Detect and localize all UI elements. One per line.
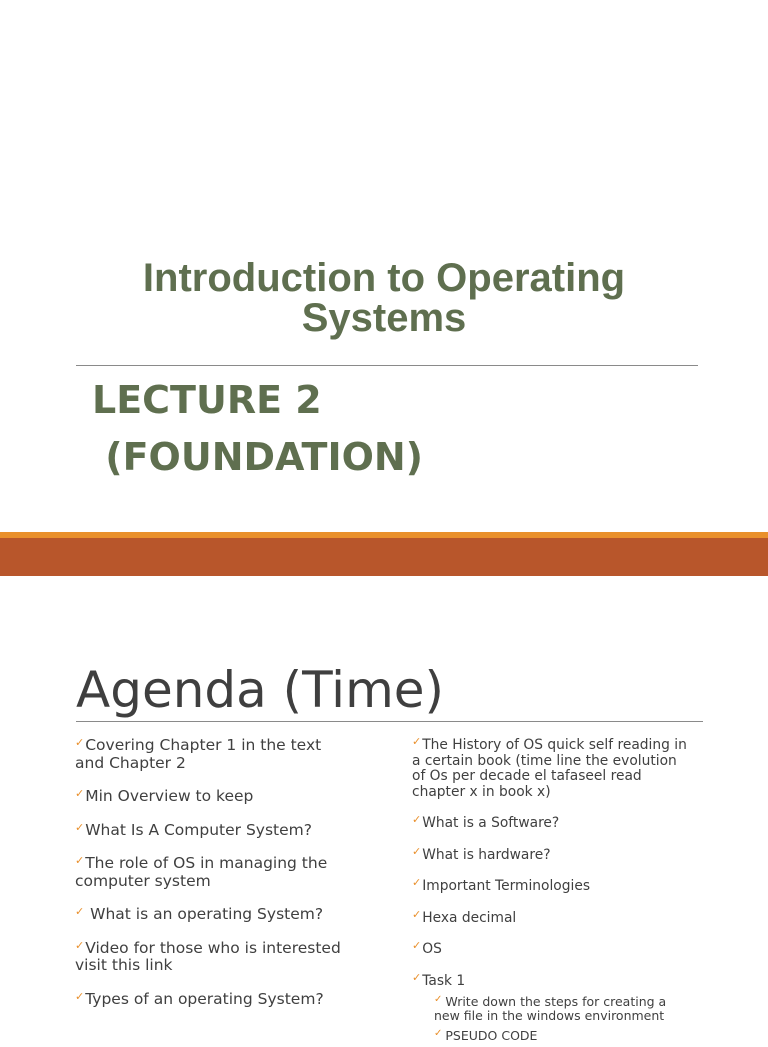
list-item: ✓OS — [412, 939, 442, 957]
checkmark-icon: ✓ — [412, 735, 422, 748]
list-item: ✓Task 1 — [412, 970, 466, 989]
agenda-left-list — [75, 734, 345, 1021]
checkmark-icon: ✓ — [75, 938, 85, 952]
list-item: ✓Covering Chapter 1 in the text and Chapter 2 — [75, 736, 322, 772]
list-item: ✓What is hardware? — [412, 844, 551, 863]
list-item: ✓Important Terminologies — [412, 876, 591, 894]
checkmark-icon: ✓ — [412, 813, 422, 826]
checkmark-icon: ✓ — [412, 876, 422, 889]
subtitle-line-1: LECTURE 2 — [92, 378, 322, 422]
checkmark-icon: ✓ — [434, 994, 443, 1005]
sub-list-item: ✓ Write down the steps for creating a new file in the windows environment — [434, 994, 667, 1023]
list-item: ✓What is a Software? — [412, 813, 560, 831]
checkmark-icon: ✓ — [75, 854, 85, 867]
slide-title-line-1: Introduction to Operating — [142, 256, 626, 300]
title-divider — [76, 365, 698, 366]
checkmark-icon: ✓ — [434, 1028, 443, 1039]
agenda-title: Agenda (Time) — [76, 661, 445, 719]
checkmark-icon: ✓ — [75, 787, 85, 800]
list-item: ✓The History of OS quick self reading in a certain book (time line the evolution of Os per decade el tafaseel read chapter x in book x) — [412, 735, 687, 800]
agenda-divider — [76, 721, 703, 722]
list-item: ✓Video for those who is interested visit this link — [75, 938, 341, 974]
list-item: ✓ What is an operating System? — [75, 905, 324, 923]
slide-title — [0, 258, 768, 338]
list-item: ✓What Is A Computer System? — [75, 820, 312, 839]
checkmark-icon: ✓ — [412, 939, 422, 952]
agenda-right-list — [412, 734, 694, 1047]
list-item: ✓Min Overview to keep — [75, 787, 254, 805]
subtitle-line-2: (FOUNDATION) — [92, 435, 424, 479]
sub-list-item: ✓ PSEUDO CODE — [434, 1028, 538, 1043]
checkmark-icon: ✓ — [75, 736, 85, 749]
checkmark-icon: ✓ — [75, 820, 85, 834]
checkmark-icon: ✓ — [412, 970, 422, 984]
slide-separator-band — [0, 538, 768, 576]
checkmark-icon: ✓ — [412, 907, 422, 921]
list-item: ✓The role of OS in managing the computer system — [75, 854, 328, 890]
checkmark-icon: ✓ — [75, 905, 85, 918]
list-item: ✓Types of an operating System? — [75, 989, 324, 1008]
checkmark-icon: ✓ — [412, 844, 422, 858]
slide-title-line-2: Systems — [301, 296, 467, 340]
list-item: ✓Hexa decimal — [412, 907, 517, 926]
checkmark-icon: ✓ — [75, 989, 85, 1003]
